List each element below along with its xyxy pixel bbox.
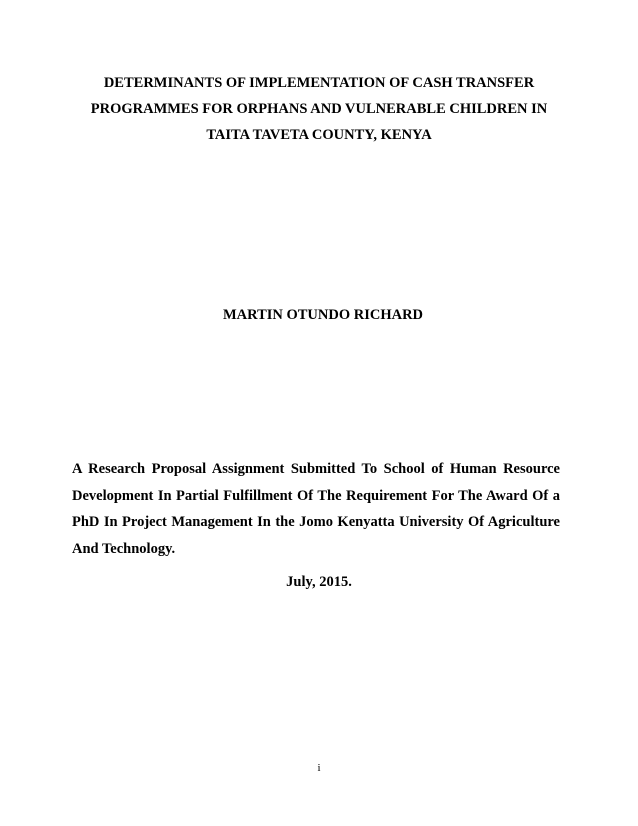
submission-date: July, 2015.	[286, 574, 352, 590]
submission-statement	[72, 456, 560, 562]
title-line: TAITA TAVETA COUNTY, KENYA	[206, 127, 432, 143]
statement-line: PhD In Project Management In the Jomo Kenyatta University Of Agriculture	[72, 514, 560, 530]
title-line: DETERMINANTS OF IMPLEMENTATION OF CASH TRANSFER	[103, 75, 535, 91]
author-name: MARTIN OTUNDO RICHARD	[222, 307, 424, 323]
statement-line: And Technology.	[72, 540, 176, 557]
statement-line: A Research Proposal Assignment Submitted To School of Human Resource	[72, 461, 560, 477]
statement-line: Development In Partial Fulfillment Of The Requirement For The Award Of a	[72, 487, 560, 504]
page-number: i	[317, 762, 321, 774]
document-title	[60, 70, 578, 148]
title-line: PROGRAMMES FOR ORPHANS AND VULNERABLE CHILDREN IN	[90, 101, 548, 117]
